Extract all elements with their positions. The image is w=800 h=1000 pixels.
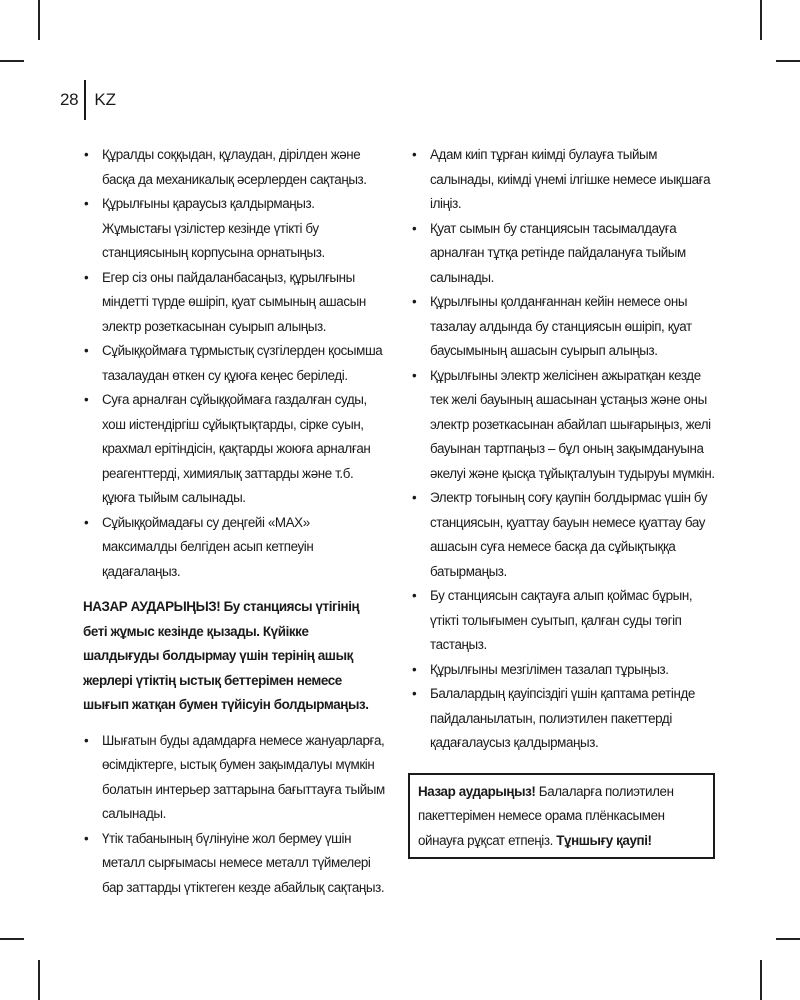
crop-mark [760, 960, 762, 1000]
list-item: • Үтік табанының бүлінуіне жол бермеу үшін металл сырғымасы немесе металл түймелері бар заттарды үтіктеген кезде абайлық сақтаңыз. [84, 830, 385, 895]
page-header [60, 80, 116, 120]
list-item: • Егер сіз оны пайдаланбасаңыз, құрылғыны міндетті түрде өшіріп, қуат сымының ашасын электр розеткасынан суырып алыңыз. [84, 269, 366, 334]
crop-mark [0, 938, 24, 940]
notice-tail: Тұншығу қаупі! [556, 832, 652, 848]
notice-body: Балаларға полиэтилен пакеттерімен немесе орама плёнкасымен ойнауға рұқсат етпеңіз. [418, 783, 674, 848]
crop-mark [38, 0, 40, 40]
list-item: • Құрылғыны қолданғаннан кейін немесе оны тазалау алдында бу станциясын өшіріп, қуат баусымының ашасын суырып алыңыз. [412, 294, 692, 358]
list-item: • Адам киіп тұрған киімді булауға тыйым салынады, киімді үнемі ілгішке немесе иықшаға іліңіз. [412, 147, 711, 211]
burn-warning: НАЗАР АУДАРЫҢЫЗ! Бу станциясы үтігінің беті жұмыс кезінде қызады. Күйікке шалдығуды болдырмау үшін терінің ашық жерлері үтіктің ыстық беттерімен немесе шығып жатқан бумен түйісуін болдырмаңыз. [83, 599, 369, 712]
crop-mark [776, 60, 800, 62]
list-item: • Құрылғыны электр желісінен ажыратқан кезде тек желі бауының ашасынан ұстаңыз және оны электр розеткасынан абайлап шығарыңыз, желі бауынан тартпаңыз – бұл оның зақымдануына әкелуі және қысқа тұйықталуын тудыруы мүмкін. [412, 367, 715, 481]
list-item: • Балалардың қауіпсіздігі үшін қаптама ретінде пайдаланылатын, полиэтилен пакеттерді қадағалаусыз қалдырмаңыз. [412, 686, 695, 750]
suffocation-notice-box [408, 773, 715, 860]
list-item: • Құрылғыны мезгілімен тазалап тұрыңыз. [412, 661, 669, 677]
crop-mark [776, 938, 800, 940]
list-item: • Қуат сымын бу станциясын тасымалдауға арналған тұтқа ретінде пайдалануға тыйым салынады. [412, 220, 686, 285]
safety-list [83, 143, 385, 584]
crop-mark [760, 0, 762, 40]
list-item: • Сұйыққоймадағы су деңгейі «MAX» максималды белгіден асып кетпеуін қадағалаңыз. [84, 514, 314, 579]
safety-list [411, 143, 715, 756]
notice-lead: Назар аударыңыз! [418, 783, 536, 799]
header-divider [84, 80, 86, 120]
crop-mark [38, 960, 40, 1000]
language-code: KZ [94, 90, 117, 109]
list-item: • Сұйыққоймаға тұрмыстық сүзгілерден қосымша тазалаудан өткен су құюға кеңес беріледі. [84, 343, 383, 383]
list-item: • Шығатын буды адамдарға немесе жануарларға, өсімдіктерге, ыстық бумен зақымдалуы мүмкін болатын интерьер заттарына бағыттауға тыйым салынады. [84, 732, 385, 821]
right-column [411, 143, 715, 859]
list-item: • Электр тоғының соғу қаупін болдырмас үшін бу станциясын, қуаттау бауын немесе қуаттау бау ашасын суға немесе басқа да сұйықтыққа батырмаңыз. [412, 490, 708, 579]
list-item: • Құралды соққыдан, құлаудан, дірілден және басқа да механикалық әсерлерден сақтаңыз. [84, 147, 367, 187]
page-number: 28 [60, 90, 79, 109]
list-item: • Суға арналған сұйыққоймаға газдалған суды, хош иістендіргіш сұйықтықтарды, сірке суын, крахмал ерітіндісін, қақтарды жоюға арналған реагенттерді, химиялық заттарды және т.б. құюға тыйым салынады. [84, 392, 371, 505]
safety-list [83, 729, 385, 901]
list-item: • Бу станциясын сақтауға алып қоймас бұрын, үтікті толығымен суытып, қалған суды төгіп тастаңыз. [412, 588, 693, 652]
left-column [83, 143, 385, 900]
list-item: • Құрылғыны қараусыз қалдырмаңыз. Жұмыстағы үзілістер кезінде үтікті бу станциясының корпусына орнатыңыз. [84, 196, 325, 260]
crop-mark [0, 60, 24, 62]
